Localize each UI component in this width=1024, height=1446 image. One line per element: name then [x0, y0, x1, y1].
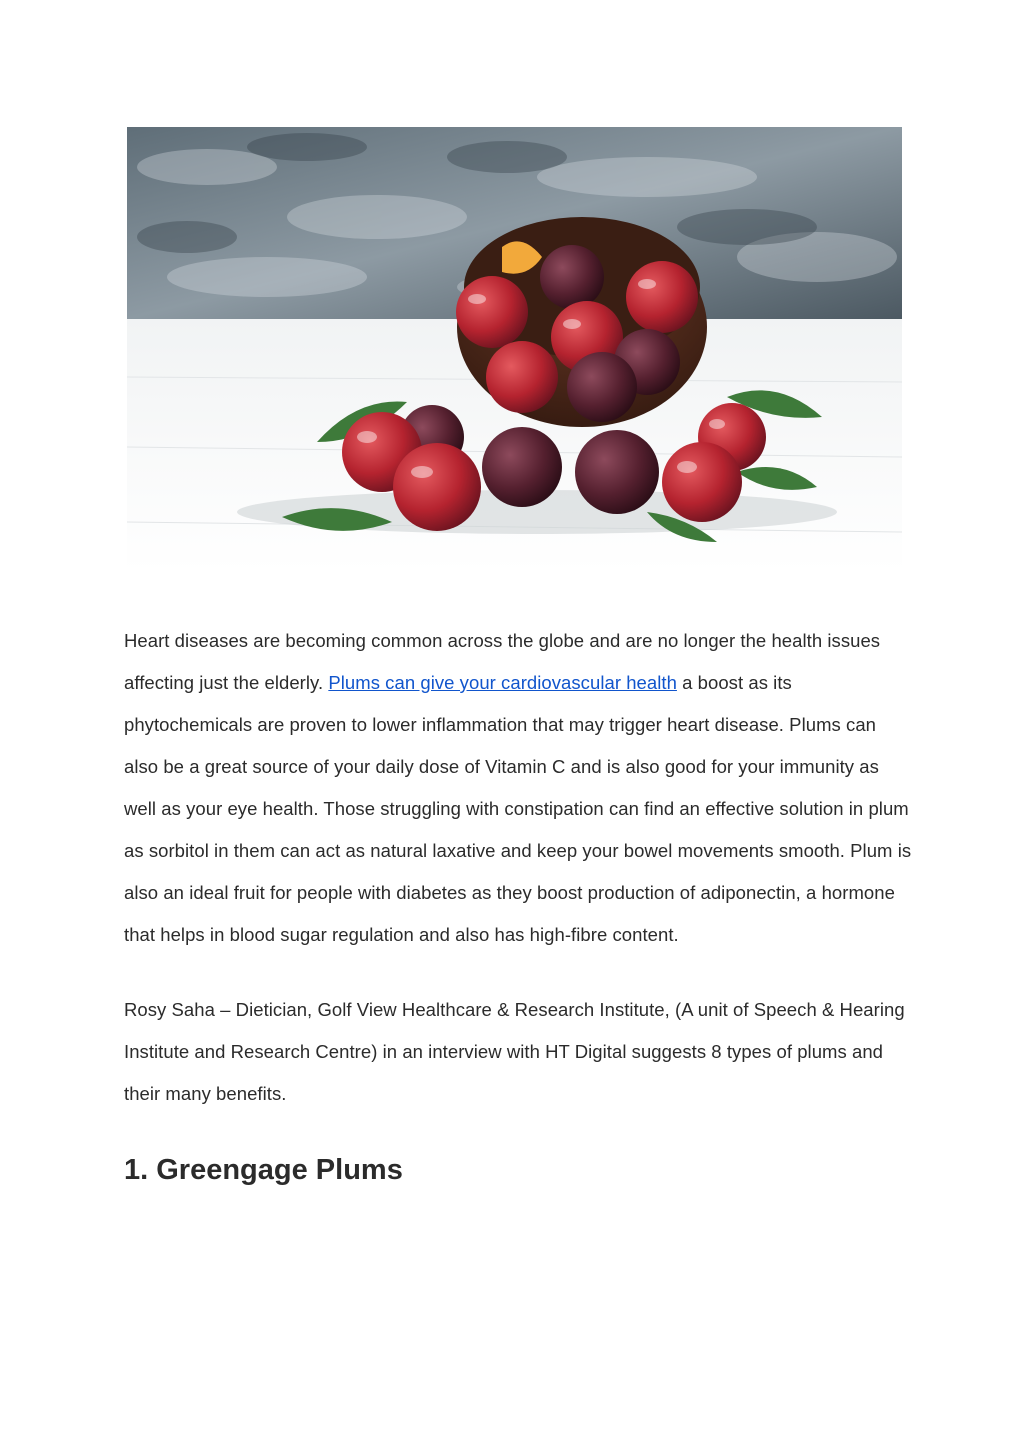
hero-image — [127, 127, 902, 572]
cardiovascular-health-link[interactable]: Plums can give your cardiovascular health — [328, 672, 677, 693]
bowl-of-plums-photo — [127, 127, 902, 572]
article-body — [124, 620, 914, 1190]
intro-text-after-link: a boost as its phytochemicals are proven to lower inflammation that may trigger heart disease. Plums can also be a great source of your daily dose of Vitamin C and is also good for your immunity as well as your eye health. Those struggling with constipation can find an effective solution in plum as sorbitol in them can act as natural laxative and keep your bowel movements smooth. Plum is also an ideal fruit for people with diabetes as they boost production of adiponectin, a hormone that helps in blood sugar regulation and also has high-fibre content. — [124, 672, 912, 945]
intro-paragraph — [124, 620, 914, 956]
dietician-paragraph: Rosy Saha – Dietician, Golf View Healthcare & Research Institute, (A unit of Speech & Hearing Institute and Research Centre) in an interview with HT Digital suggests 8 types of plums and their many benefits. — [124, 999, 905, 1104]
intro-text-before-link: Heart diseases are becoming common across the globe and are no longer the health issues affecting just the elderly. — [124, 630, 881, 693]
section-heading-greengage: 1. Greengage Plums — [124, 1154, 403, 1186]
